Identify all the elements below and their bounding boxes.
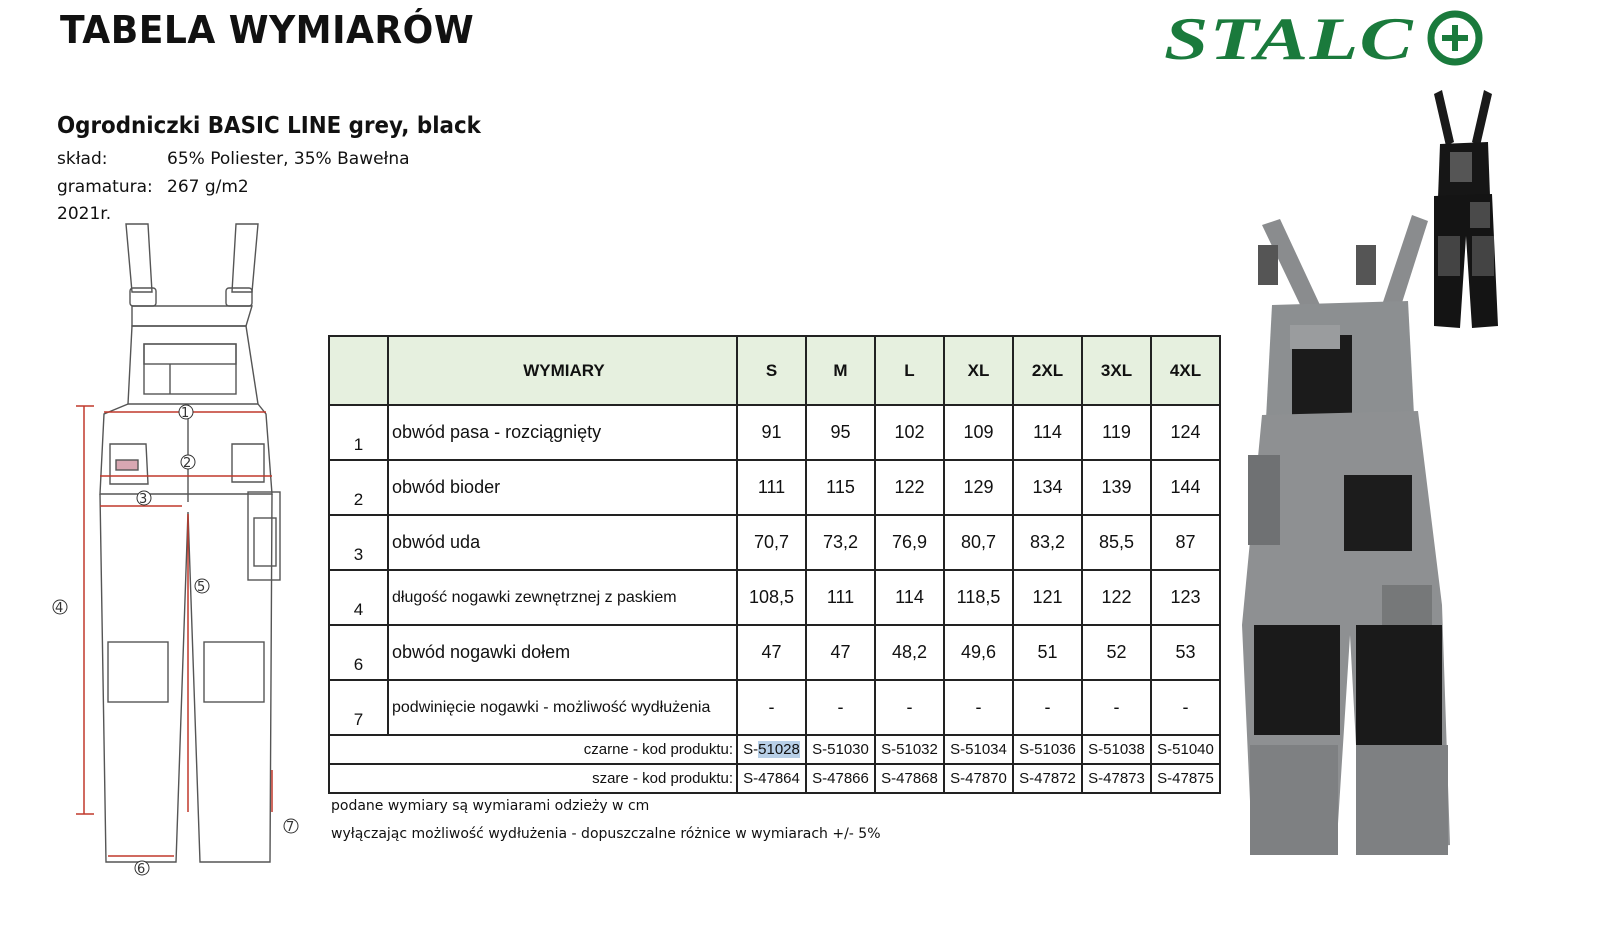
cell-value: 87 (1151, 515, 1220, 570)
cell-value: 134 (1013, 460, 1082, 515)
composition-value: 65% Poliester, 35% Bawełna (167, 149, 410, 169)
year: 2021r. (57, 204, 112, 224)
header-size: L (875, 336, 944, 405)
cell-value: 47 (737, 625, 806, 680)
measurement-name: obwód pasa - rozciągnięty (388, 405, 737, 460)
black-overalls-photo (1428, 86, 1500, 331)
cell-value: 144 (1151, 460, 1220, 515)
header-wymiary: WYMIARY (388, 336, 737, 405)
row-number: 1 (329, 405, 388, 460)
svg-text:2: 2 (183, 456, 192, 471)
measurement-name: obwód bioder (388, 460, 737, 515)
cell-value: 52 (1082, 625, 1151, 680)
svg-text:4: 4 (55, 601, 64, 616)
table-row (329, 570, 1220, 625)
cell-value: 76,9 (875, 515, 944, 570)
note-tolerance: wyłączając możliwość wydłużenia - dopuszczalne różnice w wymiarach +/- 5% (331, 826, 881, 842)
product-code: S-47870 (944, 764, 1013, 793)
cell-value: 111 (806, 570, 875, 625)
cell-value: 115 (806, 460, 875, 515)
cell-value: 85,5 (1082, 515, 1151, 570)
table-header-row (329, 336, 1220, 405)
size-table (328, 335, 1221, 794)
header-size: 4XL (1151, 336, 1220, 405)
product-code: S-51038 (1082, 735, 1151, 764)
cell-value: 122 (875, 460, 944, 515)
svg-text:6: 6 (137, 862, 146, 877)
cell-value: 53 (1151, 625, 1220, 680)
header-size: 2XL (1013, 336, 1082, 405)
cell-value: 102 (875, 405, 944, 460)
table-row (329, 515, 1220, 570)
cell-value: 129 (944, 460, 1013, 515)
row-number: 2 (329, 460, 388, 515)
logo-text: STALC (1164, 6, 1414, 68)
product-code: S-47864 (737, 764, 806, 793)
product-code: S-51032 (875, 735, 944, 764)
header-size: 3XL (1082, 336, 1151, 405)
measurement-name: długość nogawki zewnętrznej z paskiem (388, 570, 737, 625)
cell-value: 118,5 (944, 570, 1013, 625)
header-size: S (737, 336, 806, 405)
measurement-name: obwód uda (388, 515, 737, 570)
weight-label: gramatura: (57, 177, 153, 197)
cell-value: 114 (875, 570, 944, 625)
composition-label: skład: (57, 149, 108, 169)
weight-value: 267 g/m2 (167, 177, 249, 197)
cell-value: - (806, 680, 875, 735)
cell-value: - (1013, 680, 1082, 735)
row-number: 7 (329, 680, 388, 735)
row-number: 3 (329, 515, 388, 570)
product-code: S-47868 (875, 764, 944, 793)
svg-text:3: 3 (139, 492, 148, 507)
product-code: S-47873 (1082, 764, 1151, 793)
product-code: S-51030 (806, 735, 875, 764)
product-code: S-47866 (806, 764, 875, 793)
product-code: S-51036 (1013, 735, 1082, 764)
svg-text:1: 1 (181, 406, 190, 421)
black-codes-row (329, 735, 1220, 764)
product-code: S-51028 (737, 735, 806, 764)
cell-value: 109 (944, 405, 1013, 460)
note-units: podane wymiary są wymiarami odzieży w cm (331, 798, 650, 814)
cell-value: 95 (806, 405, 875, 460)
measurement-name: obwód nogawki dołem (388, 625, 737, 680)
cell-value: - (875, 680, 944, 735)
cell-value: 123 (1151, 570, 1220, 625)
cell-value: 139 (1082, 460, 1151, 515)
header-size: M (806, 336, 875, 405)
cell-value: 73,2 (806, 515, 875, 570)
cell-value: 49,6 (944, 625, 1013, 680)
cell-value: 48,2 (875, 625, 944, 680)
row-number: 4 (329, 570, 388, 625)
cell-value: 91 (737, 405, 806, 460)
product-code: S-47872 (1013, 764, 1082, 793)
grey-codes-row (329, 764, 1220, 793)
cell-value: 51 (1013, 625, 1082, 680)
cell-value: 47 (806, 625, 875, 680)
table-row (329, 460, 1220, 515)
header-size: XL (944, 336, 1013, 405)
row-number: 6 (329, 625, 388, 680)
overalls-sketch (48, 222, 308, 882)
cell-value: 108,5 (737, 570, 806, 625)
cell-value: - (737, 680, 806, 735)
product-code: S-51034 (944, 735, 1013, 764)
page-title: TABELA WYMIARÓW (60, 8, 475, 52)
cell-value: - (944, 680, 1013, 735)
table-row (329, 405, 1220, 460)
cell-value: 111 (737, 460, 806, 515)
grey-codes-label: szare - kod produktu: (329, 764, 737, 793)
cell-value: 119 (1082, 405, 1151, 460)
cell-value: 83,2 (1013, 515, 1082, 570)
table-row (329, 680, 1220, 735)
cell-value: 122 (1082, 570, 1151, 625)
cell-value: 114 (1013, 405, 1082, 460)
table-row (329, 625, 1220, 680)
product-code: S-51040 (1151, 735, 1220, 764)
black-codes-label: czarne - kod produktu: (329, 735, 737, 764)
cell-value: 121 (1013, 570, 1082, 625)
stalco-logo (1162, 6, 1492, 68)
cell-value: - (1082, 680, 1151, 735)
product-code: S-47875 (1151, 764, 1220, 793)
svg-text:7: 7 (286, 820, 295, 835)
header-blank (329, 336, 388, 405)
svg-text:5: 5 (197, 580, 206, 595)
product-name: Ogrodniczki BASIC LINE grey, black (57, 113, 481, 139)
cell-value: - (1151, 680, 1220, 735)
cell-value: 124 (1151, 405, 1220, 460)
measurement-name: podwinięcie nogawki - możliwość wydłużenia (388, 680, 737, 735)
cell-value: 80,7 (944, 515, 1013, 570)
cell-value: 70,7 (737, 515, 806, 570)
